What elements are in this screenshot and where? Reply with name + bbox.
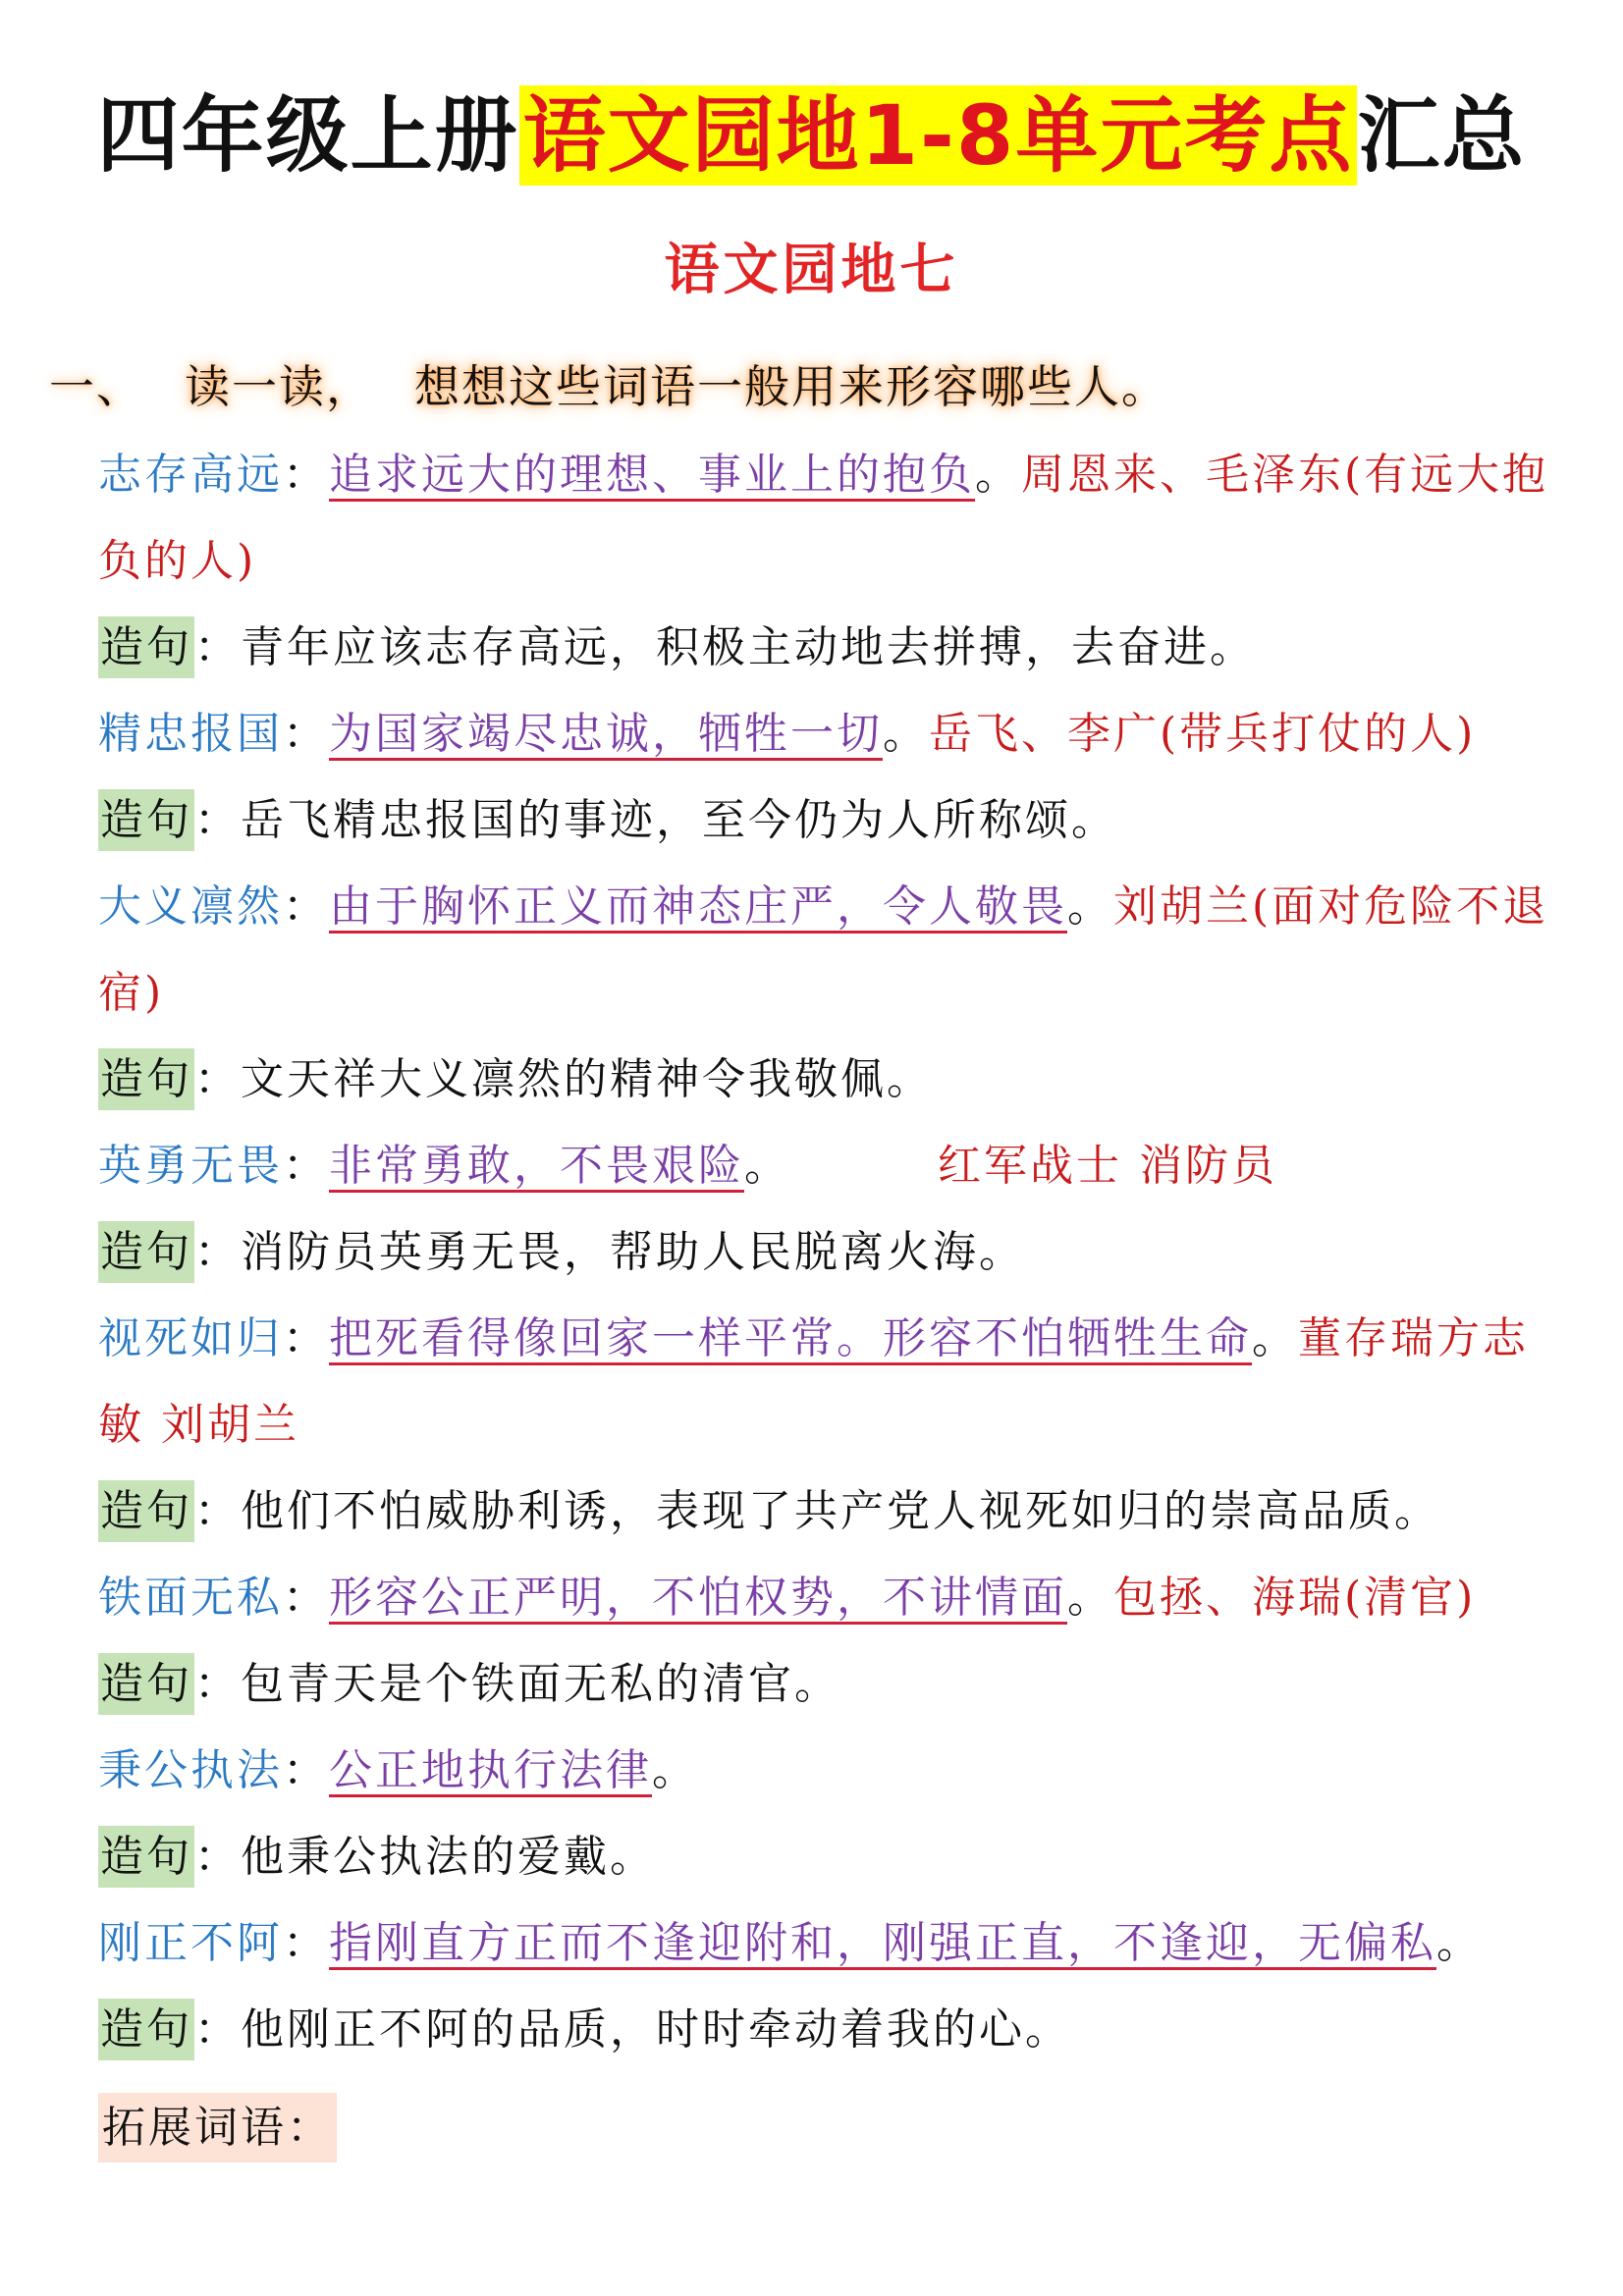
end-punct: 。 [1067,1573,1113,1623]
end-punct: 。 [1436,1918,1483,1968]
vocab-entry [98,864,1571,1037]
title-suffix: 汇总 [1357,87,1527,184]
colon: ： [283,450,329,500]
sentence-label: 造句 [98,1480,194,1542]
vocab-entry [98,1728,1571,1814]
sentence-text: 他刚正不阿的品质，时时牵动着我的心。 [241,2004,1071,2055]
vocab-definition: 追求远大的理想、事业上的抱负 [329,450,975,500]
example-sentence [98,1468,1571,1555]
end-punct: 。 [1067,881,1113,932]
vocab-entry [98,1123,1571,1209]
end-punct: 。 [652,1745,698,1795]
colon: ： [194,1054,241,1104]
vocab-people: 周恩来、毛泽东(有远大抱负的人) [98,450,1549,586]
sentence-text: 岳飞精忠报国的事迹，至今仍为人所称颂。 [241,795,1117,845]
vocab-entry [98,1555,1571,1641]
colon: ： [283,1573,329,1623]
colon: ： [194,1832,241,1882]
colon: ： [194,1486,241,1536]
extension-label: 拓展词语： [98,2093,337,2163]
question-heading [49,351,1168,422]
colon: ： [283,1918,329,1968]
vocab-definition: 公正地执行法律 [329,1745,652,1795]
vocab-word: 视死如归 [98,1313,283,1363]
vocab-people: 包拯、海瑞(清官) [1113,1573,1477,1623]
question-number: 一、 [49,360,143,413]
example-sentence [98,1209,1571,1296]
vocab-definition: 把死看得像回家一样平常。形容不怕牺牲生命 [329,1313,1252,1363]
vocab-people: 岳飞、李广(带兵打仗的人) [929,709,1477,759]
colon: ： [194,622,241,672]
end-punct: 。 [975,450,1021,500]
sentence-text: 他们不怕威胁利诱，表现了共产党人视死如归的崇高品质。 [241,1486,1440,1536]
sentence-text: 他秉公执法的爱戴。 [241,1832,656,1882]
vocab-entry [98,691,1571,777]
vocab-word: 大义凛然 [98,881,283,932]
vocab-people: 红军战士 消防员 [938,1141,1277,1191]
section-title: 语文园地七 [664,239,959,302]
vocab-entry [98,1296,1571,1468]
vocab-word: 精忠报国 [98,709,283,759]
sentence-label: 造句 [98,789,194,851]
vocab-entry [98,432,1571,605]
extension-section [98,2085,1571,2171]
colon: ： [283,709,329,759]
end-punct: 。 [1252,1313,1298,1363]
sentence-label: 造句 [98,1826,194,1888]
question-part-1: 读一读， [185,360,373,413]
end-punct: 。 [883,709,929,759]
colon: ： [283,881,329,932]
vocab-people: 董存瑞方志敏 刘胡兰 [98,1313,1529,1450]
title-prefix: 四年级上册 [96,87,519,184]
colon: ： [194,1227,241,1277]
vocab-word: 铁面无私 [98,1573,283,1623]
example-sentence [98,1987,1571,2073]
sentence-label: 造句 [98,1221,194,1283]
vocab-definition: 由于胸怀正义而神态庄严，令人敬畏 [329,881,1067,932]
end-punct: 。 [744,1141,790,1191]
colon: ： [283,1313,329,1363]
sentence-text: 消防员英勇无畏，帮助人民脱离火海。 [241,1227,1025,1277]
sentence-text: 青年应该志存高远，积极主动地去拼搏，去奋进。 [241,622,1256,672]
example-sentence [98,605,1571,691]
vocab-word: 英勇无畏 [98,1141,283,1191]
vocab-word: 刚正不阿 [98,1918,283,1968]
vocab-definition: 形容公正严明，不怕权势，不讲情面 [329,1573,1067,1623]
example-sentence [98,1814,1571,1900]
vocab-definition: 为国家竭尽忠诚，牺牲一切 [329,709,883,759]
vocab-entry [98,1900,1571,1987]
example-sentence [98,1641,1571,1728]
colon: ： [283,1141,329,1191]
vocabulary-list [98,432,1571,2171]
vocab-definition: 指刚直方正而不逢迎附和，刚强正直，不逢迎，无偏私 [329,1918,1436,1968]
question-part-2: 想想这些词语一般用来形容哪些人。 [414,360,1168,413]
sentence-label: 造句 [98,1048,194,1110]
sentence-label: 造句 [98,616,194,678]
example-sentence [98,1037,1571,1123]
vocab-definition: 非常勇敢，不畏艰险 [329,1141,744,1191]
page-title [0,75,1623,196]
sentence-label: 造句 [98,1653,194,1715]
vocab-people: 刘胡兰(面对危险不退宿) [98,881,1549,1018]
colon: ： [194,1659,241,1709]
sentence-text: 文天祥大义凛然的精神令我敬佩。 [241,1054,933,1104]
vocab-word: 秉公执法 [98,1745,283,1795]
sentence-text: 包青天是个铁面无私的清官。 [241,1659,840,1709]
colon: ： [283,1745,329,1795]
colon: ： [194,795,241,845]
title-highlight: 语文园地1-8单元考点 [519,85,1358,186]
sentence-label: 造句 [98,1999,194,2060]
example-sentence [98,777,1571,864]
vocab-word: 志存高远 [98,450,283,500]
colon: ： [194,2004,241,2055]
